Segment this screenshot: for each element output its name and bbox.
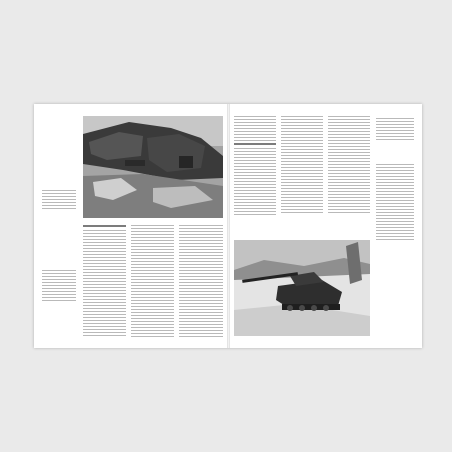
right-text-column-3 (328, 116, 370, 215)
tank-photo-art (234, 240, 370, 336)
right-text-column-1 (234, 116, 276, 217)
left-page-photo (83, 116, 223, 218)
right-page-photo (234, 240, 370, 336)
left-photo-caption (42, 188, 76, 211)
right-text-column-2 (281, 116, 323, 215)
book-spread (34, 104, 422, 348)
right-margin-notes (376, 162, 414, 242)
right-photo-caption (376, 116, 414, 142)
left-text-column-3 (179, 225, 223, 339)
left-text-column-2 (131, 225, 174, 339)
left-margin-notes (42, 268, 76, 303)
wreckage-photo-art (83, 116, 223, 218)
left-text-column-1 (83, 225, 126, 338)
book-gutter (227, 104, 230, 348)
